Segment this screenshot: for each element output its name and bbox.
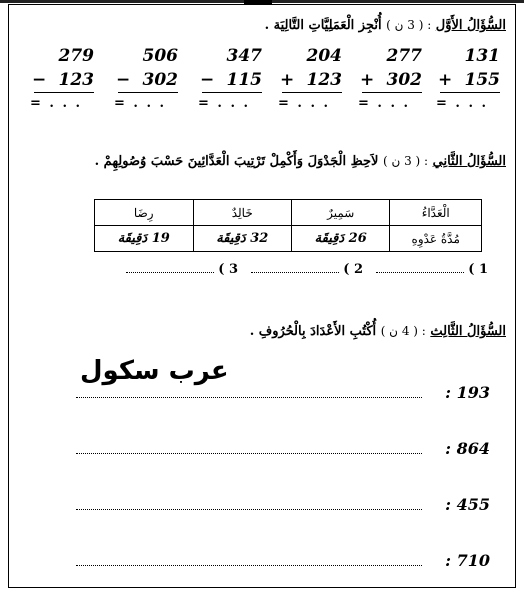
table-cell: 26 دَقِيقَة bbox=[291, 226, 389, 252]
number-value: : 455 bbox=[445, 495, 490, 514]
number-value: : 710 bbox=[445, 551, 490, 570]
operand-a: 204 bbox=[306, 46, 342, 66]
operand-b: 302 bbox=[386, 70, 422, 90]
table-row-label: مُدَّةُ عَدْوِهِ bbox=[390, 226, 482, 252]
number-row-3[interactable] bbox=[76, 486, 490, 516]
rank-item-1[interactable] bbox=[363, 262, 488, 277]
table-row bbox=[95, 226, 482, 252]
result-blank: = . . . bbox=[114, 96, 167, 111]
result-blank: = . . . bbox=[358, 96, 411, 111]
handwritten-watermark: عرب سكول bbox=[80, 356, 229, 386]
table-cell: 19 دَقِيقَة bbox=[95, 226, 194, 252]
result-blank: = . . . bbox=[278, 96, 331, 111]
rank-item-3[interactable] bbox=[113, 262, 238, 277]
question-1-label: السُّؤَالُ الأَوَّل bbox=[435, 18, 506, 33]
answer-blank[interactable] bbox=[376, 262, 464, 273]
rank-label: 1 ) bbox=[468, 262, 488, 277]
table-header-cell: الْعَدَّاءُ bbox=[390, 200, 482, 226]
operand-a: 347 bbox=[226, 46, 262, 66]
rank-item-2[interactable] bbox=[238, 262, 363, 277]
operand-b: 123 bbox=[306, 70, 342, 90]
runners-table bbox=[94, 199, 482, 252]
operator-sign: − bbox=[116, 70, 131, 90]
answer-line[interactable] bbox=[76, 509, 422, 510]
question-3-label: السُّؤَالُ الثَّالِث bbox=[430, 324, 506, 339]
number-value: : 864 bbox=[445, 439, 490, 458]
question-3-title bbox=[250, 324, 506, 339]
operand-a: 131 bbox=[464, 46, 500, 66]
operator-sign: − bbox=[200, 70, 215, 90]
operation-6 bbox=[436, 44, 500, 115]
number-value: : 193 bbox=[445, 383, 490, 402]
question-1-title bbox=[265, 18, 506, 33]
operation-1 bbox=[30, 44, 94, 115]
result-blank: = . . . bbox=[30, 96, 83, 111]
question-1-points: : ( 3 ن ) bbox=[386, 18, 432, 32]
rank-label: 3 ) bbox=[218, 262, 238, 277]
rank-label: 2 ) bbox=[343, 262, 363, 277]
operation-3 bbox=[198, 44, 262, 115]
number-row-1[interactable] bbox=[76, 374, 490, 404]
answer-blank[interactable] bbox=[251, 262, 339, 273]
answer-blank[interactable] bbox=[126, 262, 214, 273]
answer-line[interactable] bbox=[76, 397, 422, 398]
table-header-cell: رِضَا bbox=[95, 200, 194, 226]
operand-b: 123 bbox=[58, 70, 94, 90]
operation-2 bbox=[114, 44, 178, 115]
question-2-instruction: لاَحِظِ الْجَدْوَلَ وَأَكْمِلْ تَرْتِيبَ الْعَدَّائِينَ حَسْبَ وُصُولِهِمْ . bbox=[94, 154, 379, 169]
question-1-instruction: أُنْجِز الْعَمَلِيَّاتِ التَّالِيَة . bbox=[264, 18, 382, 33]
operand-a: 279 bbox=[58, 46, 94, 66]
operator-sign: + bbox=[280, 70, 295, 90]
operator-sign: + bbox=[360, 70, 375, 90]
answer-line[interactable] bbox=[76, 565, 422, 566]
operation-4 bbox=[278, 44, 342, 115]
answer-line[interactable] bbox=[76, 453, 422, 454]
table-header-cell: خَالِدٌ bbox=[193, 200, 291, 226]
table-cell: 32 دَقِيقَة bbox=[193, 226, 291, 252]
table-header-row bbox=[95, 200, 482, 226]
operator-sign: − bbox=[32, 70, 47, 90]
question-2-points: : ( 3 ن ) bbox=[382, 154, 429, 168]
number-row-2[interactable] bbox=[76, 430, 490, 460]
operation-5 bbox=[358, 44, 422, 115]
operand-a: 277 bbox=[386, 46, 422, 66]
ranking-blanks bbox=[96, 262, 488, 277]
question-2-label: السُّؤَالُ الثَّانِي bbox=[432, 154, 506, 169]
operand-a: 506 bbox=[142, 46, 178, 66]
question-2-title bbox=[95, 154, 506, 169]
operand-b: 155 bbox=[464, 70, 500, 90]
operand-b: 115 bbox=[226, 70, 262, 90]
table-header-cell: سَمِيرٌ bbox=[291, 200, 389, 226]
operator-sign: + bbox=[438, 70, 453, 90]
result-blank: = . . . bbox=[198, 96, 251, 111]
number-row-4[interactable] bbox=[76, 542, 490, 572]
question-3-points: : ( 4 ن ) bbox=[380, 324, 426, 338]
question-3-instruction: أُكْتُبِ الأَعْدَادَ بِالْحُرُوفِ . bbox=[249, 324, 377, 339]
operand-b: 302 bbox=[142, 70, 178, 90]
result-blank: = . . . bbox=[436, 96, 489, 111]
